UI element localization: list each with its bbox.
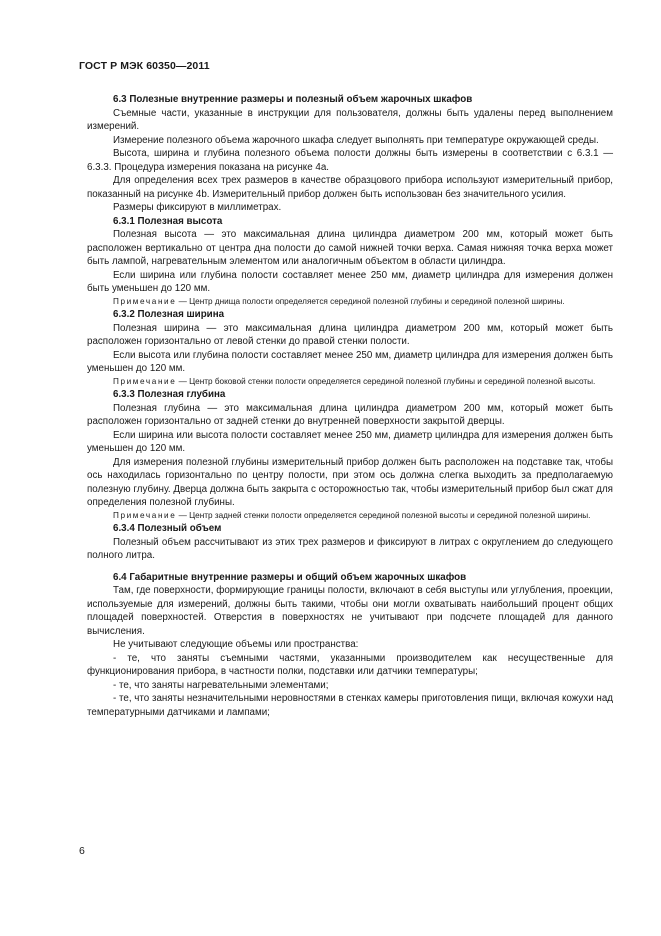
note [87,296,613,309]
paragraph: Если ширина или глубина полости составляет менее 250 мм, диаметр цилиндра для измерения должен быть уменьшен до 120 мм. [87,269,613,294]
list-item: - те, что заняты нагревательными элементами; [113,679,329,691]
paragraph: Полезный объем рассчитывают из этих трех размеров и фиксируют в литрах с округлением до следующего полного литра. [87,536,613,561]
page-number: 6 [79,845,85,857]
note-label: Примечание [113,296,177,306]
document-header: ГОСТ Р МЭК 60350—2011 [79,60,210,72]
paragraph: Там, где поверхности, формирующие границы полости, включают в себя выступы или углубления, проекции, используемые для измерений, должны быть такими, чтобы они могли охватывать наибольший процент общих площадей поверхностей. Отверстия в поверхностях не учитывают при подсчете площадей для данного вычисления. [87,585,613,637]
paragraph: Высота, ширина и глубина полезного объема полости должны быть измерены в соответствии с 6.3.1 — 6.3.3. Процедура измерения показана на рисунке 4a. [87,148,613,173]
section-6-3-2-title: 6.3.2 Полезная ширина [113,309,225,320]
section-6-3-title: 6.3 Полезные внутренние размеры и полезный объем жарочных шкафов [113,94,473,105]
section-6-3-4-title: 6.3.4 Полезный объем [113,523,222,534]
paragraph: Если высота или глубина полости составляет менее 250 мм, диаметр цилиндра для измерения должен быть уменьшен до 120 мм. [87,349,613,374]
paragraph: Полезная глубина — это максимальная длина цилиндра диаметром 200 мм, который может быть расположен горизонтально от задней стенки до внутренней поверхности закрытой дверцы. [87,402,613,427]
section-6-4-title: 6.4 Габаритные внутренние размеры и общий объем жарочных шкафов [113,571,467,583]
note [87,376,613,389]
paragraph: Съемные части, указанные в инструкции для пользователя, должны быть удалены перед выполнением измерений. [87,107,613,132]
paragraph: Полезная высота — это максимальная длина цилиндра диаметром 200 мм, который может быть расположен вертикально от центра дна полости до самой нижней точки верха. Самая нижняя точка верха может быть лампой, нагревательным элементом или аналогичным объектом в области цилиндра. [87,229,613,267]
note-text: — Центр днища полости определяется серединой полезной глубины и серединой полезной ширины. [176,296,565,306]
section-6-3-3-title: 6.3.3 Полезная глубина [113,389,226,400]
paragraph: Если ширина или высота полости составляет менее 250 мм, диаметр цилиндра для измерения должен быть уменьшен до 120 мм. [87,429,613,454]
note-label: Примечание [113,510,177,520]
paragraph: Для измерения полезной глубины измерительный прибор должен быть расположен на подставке так, чтобы ось находилась горизонтально по центру полости, при этом ось должна слегка выходить за предполагаемую полезную глубину. Дверца должна быть закрыта с осторожностью так, чтобы измерительный прибор был сжат для определения полезной глубины. [87,456,613,508]
paragraph: Не учитывают следующие объемы или пространства: [113,639,359,650]
paragraph: Полезная ширина — это максимальная длина цилиндра диаметром 200 мм, который может быть расположен горизонтально от левой стенки до правой стенки полости. [87,322,613,347]
section-6-3-1-title: 6.3.1 Полезная высота [113,215,223,227]
note-text: — Центр задней стенки полости определяется серединой полезной высоты и серединой полезной ширины. [176,510,591,520]
note-text: — Центр боковой стенки полости определяется серединой полезной глубины и серединой полезной высоты. [176,376,596,386]
page-content [87,93,613,719]
paragraph: Для определения всех трех размеров в качестве образцового прибора используют измерительный прибор, показанный на рисунке 4b. Измерительный прибор должен быть использован без значительного усилия. [87,175,613,200]
paragraph: Размеры фиксируют в миллиметрах. [113,202,282,213]
list-item: - те, что заняты незначительными неровностями в стенках камеры приготовления пищи, включая кожухи над температурными датчиками и лампами; [87,693,613,718]
note-label: Примечание [113,376,177,386]
list-item: - те, что заняты съемными частями, указанными производителем как несущественные для функционирования прибора, в частности полки, подставки или датчики температуры; [87,652,613,677]
note [87,510,613,523]
paragraph: Измерение полезного объема жарочного шкафа следует выполнять при температуре окружающей среды. [113,134,599,146]
